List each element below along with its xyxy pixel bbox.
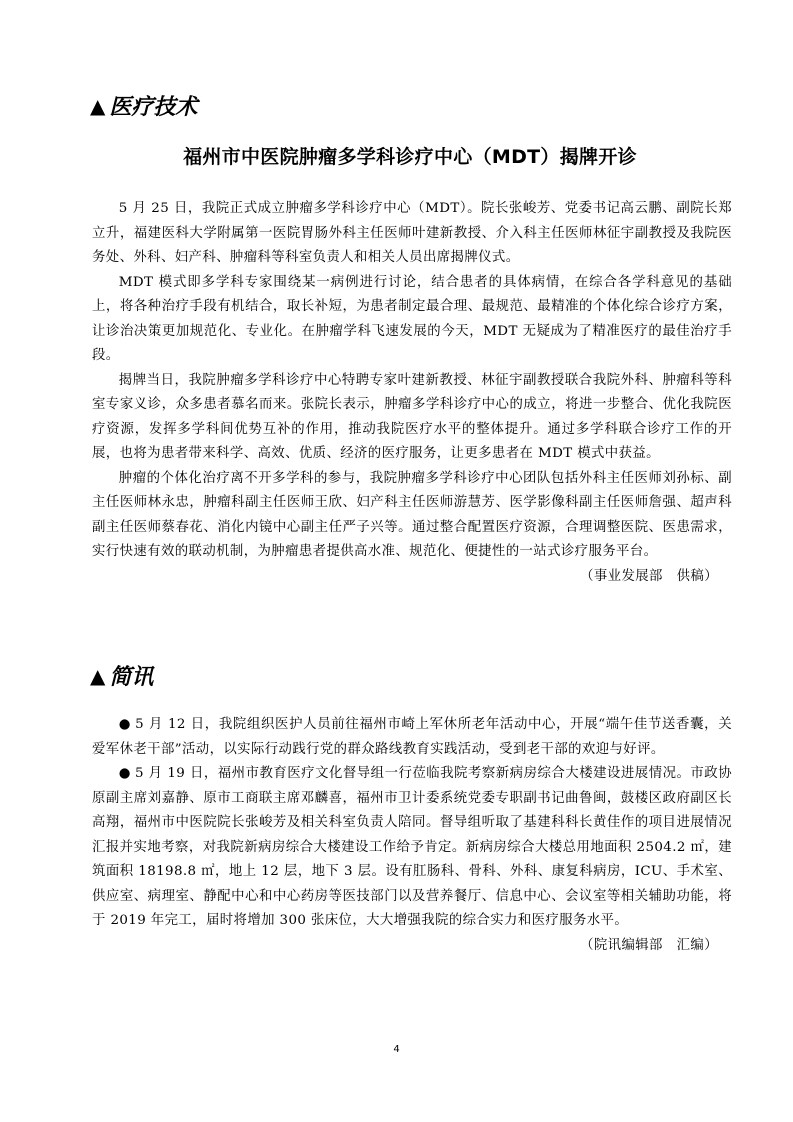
brief-item xyxy=(92,713,732,762)
section-title: 简讯 xyxy=(109,665,154,690)
triangle-marker-icon: ▲ xyxy=(90,663,106,688)
article-body xyxy=(92,197,732,589)
briefs-body xyxy=(92,713,732,958)
bullet-icon: ● xyxy=(118,717,132,732)
article-paragraph: 肿瘤的个体化治疗离不开多学科的参与，我院肿瘤多学科诊疗中心团队包括外科主任医师刘孙标、副主任医师林永忠，肿瘤科副主任医师王欣、妇产科主任医师游慧芳、医学影像科副主任医师詹强、超声科副主任医师蔡春花、消化内镜中心副主任严子兴等。通过整合配置医疗资源，合理调整医院、医患需求，实行快速有效的联动机制，为肿瘤患者提供高水准、规范化、便捷性的一站式诊疗服务平台。 xyxy=(92,470,732,559)
section-heading-medical-tech xyxy=(90,90,197,121)
article-paragraph: MDT 模式即多学科专家围绕某一病例进行讨论，结合患者的具体病情，在综合各学科意见的基础上，将各种治疗手段有机结合，取长补短，为患者制定最合理、最规范、最精准的个体化综合诊疗方案，让诊治决策更加规范化、专业化。在肿瘤学科飞速发展的今天，MDT 无疑成为了精准医疗的最佳治疗手段。 xyxy=(92,274,732,363)
page-number: 4 xyxy=(393,1044,400,1055)
section-heading-briefs xyxy=(90,660,153,691)
article-paragraph: 5 月 25 日，我院正式成立肿瘤多学科诊疗中心（MDT）。院长张峻芳、党委书记高云鹏、副院长郑立升，福建医科大学附属第一医院胃肠外科主任医师叶建新教授、介入科主任医师林征宇副教授及我院医务处、外科、妇产科、肿瘤科等科室负责人和相关人员出席揭牌仪式。 xyxy=(92,201,732,265)
article-paragraph: 揭牌当日，我院肿瘤多学科诊疗中心特聘专家叶建新教授、林征宇副教授联合我院外科、肿瘤科等科室专家义诊，众多患者慕名而来。张院长表示，肿瘤多学科诊疗中心的成立，将进一步整合、优化我院医疗资源，发挥多学科间优势互补的作用，推动我院医疗水平的整体提升。通过多学科联合诊疗工作的开展，也将为患者带来科学、高效、优质、经济的医疗服务，让更多患者在 MDT 模式中获益。 xyxy=(92,372,732,461)
article-title: 福州市中医院肿瘤多学科诊疗中心（MDT）揭牌开诊 xyxy=(183,146,637,168)
section-title: 医疗技术 xyxy=(109,95,198,120)
brief-item xyxy=(92,762,732,934)
triangle-marker-icon: ▲ xyxy=(90,93,106,118)
brief-text: 5 月 12 日，我院组织医护人员前往福州市崎上军休所老年活动中心，开展“端午佳节送香囊，关爱军休老干部”活动，以实际行动践行党的群众路线教育实践活动，受到老干部的欢迎与好评。 xyxy=(92,717,732,757)
bullet-icon: ● xyxy=(118,766,131,781)
briefs-byline: （院讯编辑部 汇编） xyxy=(580,937,718,953)
article-byline: （事业发展部 供稿） xyxy=(580,568,718,584)
brief-text: 5 月 19 日，福州市教育医疗文化督导组一行莅临我院考察新病房综合大楼建设进展情况。市政协原副主席刘嘉静、原市工商联主席邓麟喜，福州市卫计委系统党委专职副书记曲鲁闽，鼓楼区政府副区长高翔，福州市中医院院长张峻芳及相关科室负责人陪同。督导组听取了基建科科长黄佳作的项目进展情况汇报并实地考察，对我院新病房综合大楼建设工作给予肯定。新病房综合大楼总用地面积 2504.2 ㎡，建筑面积 18198.8 ㎡，地上 12 层，地下 3 层。设有肛肠科、骨科、外科、康复科病房，ICU、手术室、供应室、病理室、静配中心和中心药房等医技部门以及营养餐厅、信息中心、会议室等相关辅助功能，将于 2019 年完工，届时将增加 300 张床位，大大增强我院的综合实力和医疗服务水平。 xyxy=(92,766,732,928)
